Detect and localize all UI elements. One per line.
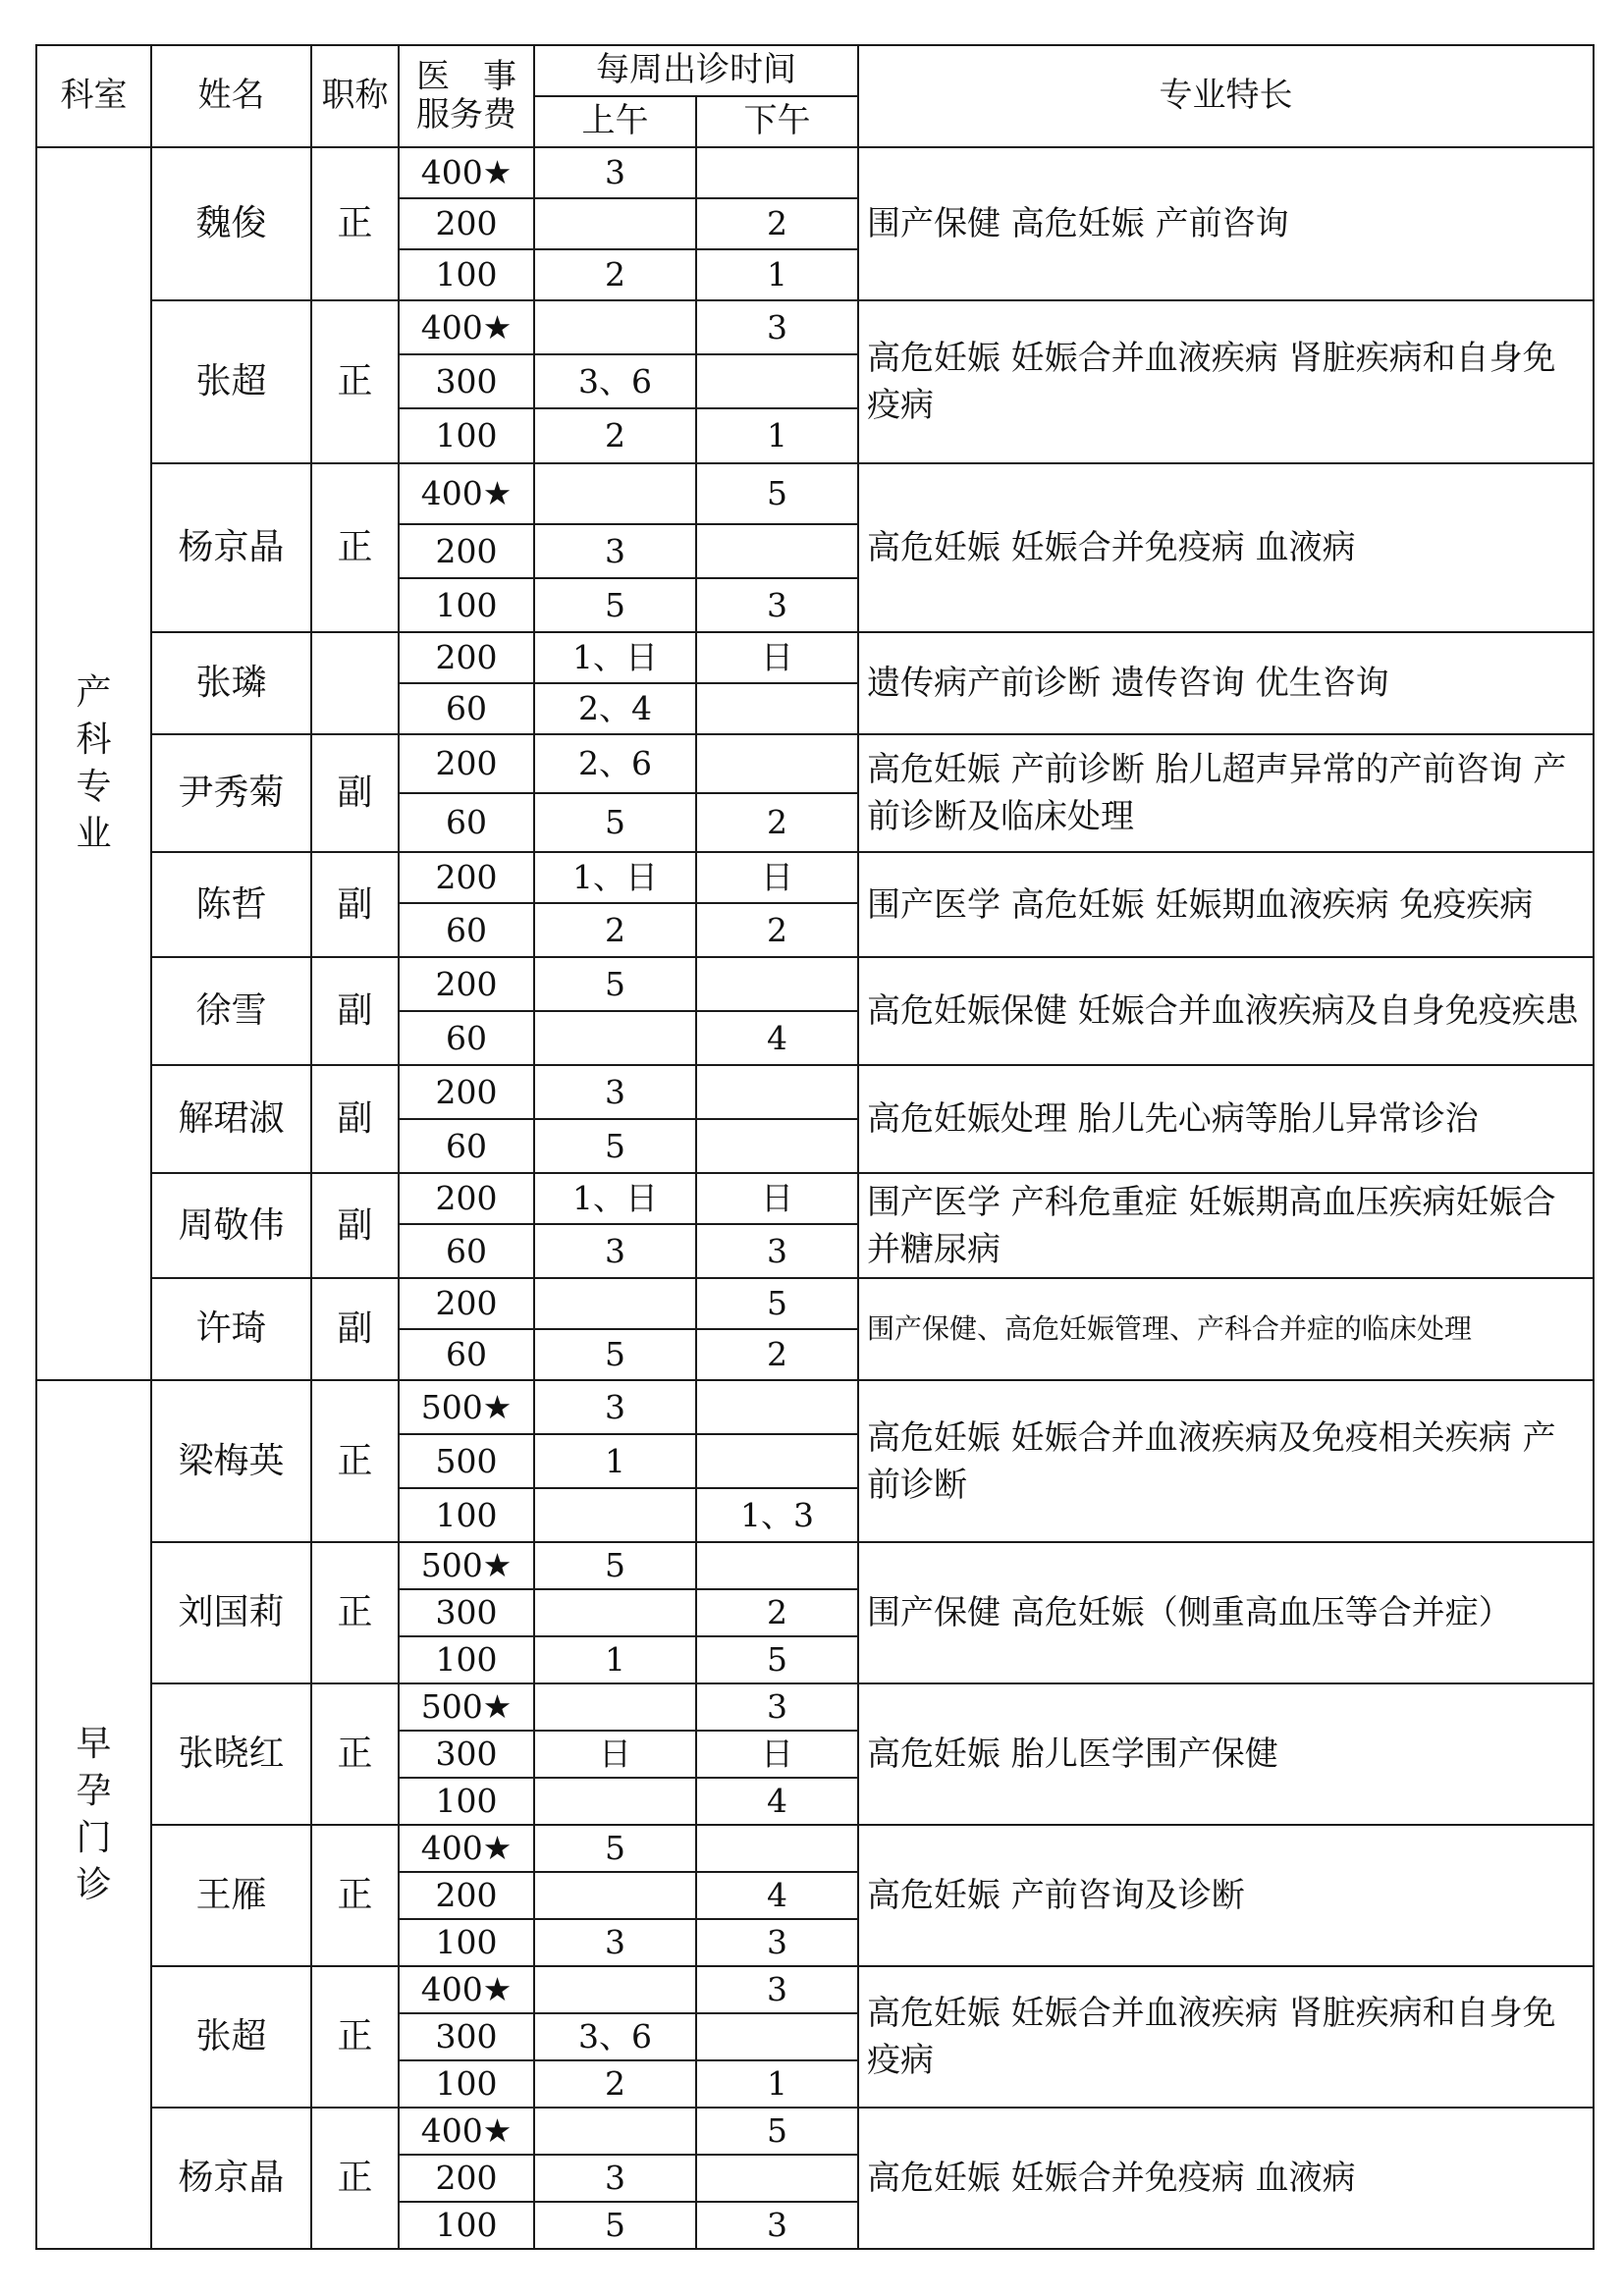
specialty-cell: 围产保健 高危妊娠（侧重高血压等合并症）	[858, 1542, 1594, 1683]
fee-cell: 500★	[399, 1683, 534, 1731]
fee-cell: 300	[399, 2013, 534, 2060]
pm-cell	[696, 2013, 858, 2060]
fee-cell: 60	[399, 1224, 534, 1278]
am-cell	[534, 1966, 696, 2013]
pm-cell	[696, 957, 858, 1011]
doctor-title: 副	[311, 852, 399, 957]
am-cell: 5	[534, 1119, 696, 1173]
fee-cell: 400★	[399, 2108, 534, 2155]
table-row	[36, 957, 1594, 1011]
fee-cell: 200	[399, 198, 534, 249]
specialty-cell: 高危妊娠 产前诊断 胎儿超声异常的产前咨询 产前诊断及临床处理	[858, 734, 1594, 852]
am-cell: 3	[534, 1919, 696, 1966]
specialty-cell: 高危妊娠 妊娠合并血液疾病及免疫相关疾病 产前诊断	[858, 1380, 1594, 1542]
pm-cell	[696, 734, 858, 793]
pm-cell	[696, 524, 858, 578]
doctor-title: 正	[311, 1683, 399, 1825]
doctor-name: 杨京晶	[151, 2108, 311, 2249]
pm-cell: 3	[696, 2202, 858, 2249]
pm-cell: 1	[696, 2060, 858, 2108]
doctor-name: 魏俊	[151, 147, 311, 300]
am-cell	[534, 2108, 696, 2155]
doctor-title	[311, 632, 399, 734]
am-cell	[534, 300, 696, 354]
doctor-title: 副	[311, 957, 399, 1065]
doctor-title: 正	[311, 2108, 399, 2249]
pm-cell: 日	[696, 1173, 858, 1224]
am-cell: 2	[534, 2060, 696, 2108]
am-cell: 2	[534, 408, 696, 463]
am-cell: 1	[534, 1636, 696, 1683]
doctor-name: 张超	[151, 1966, 311, 2108]
doctor-title: 副	[311, 1278, 399, 1380]
fee-cell: 100	[399, 578, 534, 632]
am-cell: 1、日	[534, 1173, 696, 1224]
pm-cell: 1	[696, 408, 858, 463]
header-dept: 科室	[36, 45, 151, 147]
am-cell	[534, 1683, 696, 1731]
doctor-name: 张超	[151, 300, 311, 463]
doctor-name: 杨京晶	[151, 463, 311, 632]
am-cell: 3、6	[534, 2013, 696, 2060]
header-name: 姓名	[151, 45, 311, 147]
pm-cell: 2	[696, 793, 858, 852]
pm-cell: 5	[696, 463, 858, 524]
table-row	[36, 300, 1594, 354]
pm-cell: 1、3	[696, 1488, 858, 1542]
fee-cell: 60	[399, 1329, 534, 1380]
specialty-cell: 围产医学 高危妊娠 妊娠期血液疾病 免疫疾病	[858, 852, 1594, 957]
header-specialty: 专业特长	[858, 45, 1594, 147]
pm-cell: 4	[696, 1778, 858, 1825]
am-cell	[534, 1011, 696, 1065]
fee-cell: 300	[399, 1589, 534, 1636]
fee-cell: 200	[399, 524, 534, 578]
pm-cell	[696, 1542, 858, 1589]
table-row	[36, 147, 1594, 198]
am-cell	[534, 198, 696, 249]
am-cell	[534, 1778, 696, 1825]
am-cell: 2	[534, 903, 696, 957]
doctor-title: 正	[311, 147, 399, 300]
schedule-page	[35, 44, 1593, 2250]
am-cell	[534, 1278, 696, 1329]
fee-cell: 300	[399, 1731, 534, 1778]
fee-cell: 100	[399, 408, 534, 463]
pm-cell: 5	[696, 1278, 858, 1329]
doctor-title: 正	[311, 1380, 399, 1542]
table-row	[36, 1278, 1594, 1329]
pm-cell: 2	[696, 1589, 858, 1636]
fee-cell: 400★	[399, 147, 534, 198]
specialty-cell: 遗传病产前诊断 遗传咨询 优生咨询	[858, 632, 1594, 734]
table-row	[36, 734, 1594, 793]
pm-cell	[696, 354, 858, 408]
header-title: 职称	[311, 45, 399, 147]
doctor-name: 陈哲	[151, 852, 311, 957]
dept-cell: 产科专业	[36, 147, 151, 1380]
specialty-cell: 高危妊娠处理 胎儿先心病等胎儿异常诊治	[858, 1065, 1594, 1173]
specialty-cell: 高危妊娠 妊娠合并免疫病 血液病	[858, 463, 1594, 632]
specialty-cell: 围产保健 高危妊娠 产前咨询	[858, 147, 1594, 300]
doctor-name: 徐雪	[151, 957, 311, 1065]
doctor-name: 周敬伟	[151, 1173, 311, 1278]
fee-cell: 100	[399, 1488, 534, 1542]
pm-cell: 5	[696, 2108, 858, 2155]
pm-cell: 3	[696, 1683, 858, 1731]
fee-cell: 500★	[399, 1380, 534, 1434]
pm-cell	[696, 1119, 858, 1173]
am-cell: 5	[534, 2202, 696, 2249]
am-cell: 3	[534, 1065, 696, 1119]
doctor-title: 正	[311, 1542, 399, 1683]
doctor-name: 刘国莉	[151, 1542, 311, 1683]
fee-cell: 100	[399, 1636, 534, 1683]
am-cell	[534, 1589, 696, 1636]
header-fee-line2: 服务费	[416, 95, 516, 134]
am-cell: 2、6	[534, 734, 696, 793]
doctor-title: 正	[311, 463, 399, 632]
doctor-title: 正	[311, 1966, 399, 2108]
fee-cell: 100	[399, 1778, 534, 1825]
doctor-name: 张晓红	[151, 1683, 311, 1825]
fee-cell: 400★	[399, 300, 534, 354]
am-cell: 3	[534, 524, 696, 578]
doctor-name: 梁梅英	[151, 1380, 311, 1542]
pm-cell: 2	[696, 903, 858, 957]
am-cell: 2、4	[534, 683, 696, 734]
doctor-title: 副	[311, 734, 399, 852]
fee-cell: 400★	[399, 1825, 534, 1872]
pm-cell	[696, 683, 858, 734]
am-cell: 1、日	[534, 632, 696, 683]
pm-cell: 日	[696, 852, 858, 903]
pm-cell	[696, 2155, 858, 2202]
fee-cell: 60	[399, 1119, 534, 1173]
fee-cell: 200	[399, 1173, 534, 1224]
doctor-name: 王雁	[151, 1825, 311, 1966]
specialty-cell: 高危妊娠 产前咨询及诊断	[858, 1825, 1594, 1966]
pm-cell: 4	[696, 1872, 858, 1919]
am-cell	[534, 1872, 696, 1919]
am-cell: 2	[534, 249, 696, 300]
am-cell: 3	[534, 1380, 696, 1434]
pm-cell: 4	[696, 1011, 858, 1065]
table-row	[36, 1825, 1594, 1872]
pm-cell: 日	[696, 1731, 858, 1778]
doctor-title: 副	[311, 1173, 399, 1278]
table-row	[36, 1065, 1594, 1119]
am-cell: 3	[534, 1224, 696, 1278]
am-cell: 日	[534, 1731, 696, 1778]
specialty-cell: 高危妊娠保健 妊娠合并血液疾病及自身免疫疾患	[858, 957, 1594, 1065]
specialty-cell: 高危妊娠 妊娠合并血液疾病 肾脏疾病和自身免疫病	[858, 1966, 1594, 2108]
pm-cell: 日	[696, 632, 858, 683]
am-cell: 5	[534, 793, 696, 852]
doctor-name: 尹秀菊	[151, 734, 311, 852]
am-cell: 5	[534, 578, 696, 632]
fee-cell: 400★	[399, 1966, 534, 2013]
doctor-title: 副	[311, 1065, 399, 1173]
doctor-name: 张璘	[151, 632, 311, 734]
header-fee	[399, 45, 534, 147]
dept-cell: 早孕门诊	[36, 1380, 151, 2249]
pm-cell: 1	[696, 249, 858, 300]
table-row	[36, 1683, 1594, 1731]
specialty-cell: 高危妊娠 胎儿医学围产保健	[858, 1683, 1594, 1825]
pm-cell	[696, 1380, 858, 1434]
table-row	[36, 632, 1594, 683]
table-row	[36, 1380, 1594, 1434]
am-cell: 3	[534, 147, 696, 198]
table-row	[36, 852, 1594, 903]
fee-cell: 200	[399, 632, 534, 683]
fee-cell: 200	[399, 1872, 534, 1919]
specialty-cell: 围产医学 产科危重症 妊娠期高血压疾病妊娠合并糖尿病	[858, 1173, 1594, 1278]
doctor-title: 正	[311, 300, 399, 463]
am-cell: 5	[534, 1329, 696, 1380]
table-row	[36, 1966, 1594, 2013]
doctor-name: 许琦	[151, 1278, 311, 1380]
fee-cell: 100	[399, 2202, 534, 2249]
table-row	[36, 1173, 1594, 1224]
pm-cell: 2	[696, 198, 858, 249]
pm-cell: 3	[696, 1224, 858, 1278]
fee-cell: 100	[399, 249, 534, 300]
am-cell: 1	[534, 1434, 696, 1488]
specialty-cell: 高危妊娠 妊娠合并血液疾病 肾脏疾病和自身免疫病	[858, 300, 1594, 463]
fee-cell: 60	[399, 683, 534, 734]
doctor-title: 正	[311, 1825, 399, 1966]
am-cell	[534, 463, 696, 524]
fee-cell: 200	[399, 852, 534, 903]
fee-cell: 60	[399, 793, 534, 852]
table-row	[36, 1542, 1594, 1589]
am-cell: 5	[534, 1825, 696, 1872]
pm-cell: 3	[696, 1966, 858, 2013]
pm-cell: 5	[696, 1636, 858, 1683]
fee-cell: 200	[399, 957, 534, 1011]
fee-cell: 60	[399, 903, 534, 957]
pm-cell	[696, 1065, 858, 1119]
fee-cell: 100	[399, 2060, 534, 2108]
am-cell	[534, 1488, 696, 1542]
pm-cell	[696, 1825, 858, 1872]
pm-cell: 3	[696, 300, 858, 354]
am-cell: 5	[534, 957, 696, 1011]
am-cell: 3	[534, 2155, 696, 2202]
fee-cell: 500★	[399, 1542, 534, 1589]
table-row	[36, 463, 1594, 524]
fee-cell: 100	[399, 1919, 534, 1966]
doctor-name: 解珺淑	[151, 1065, 311, 1173]
fee-cell: 300	[399, 354, 534, 408]
fee-cell: 200	[399, 1065, 534, 1119]
header-weekly-schedule: 每周出诊时间	[534, 45, 858, 96]
am-cell: 3、6	[534, 354, 696, 408]
fee-cell: 400★	[399, 463, 534, 524]
specialty-cell: 高危妊娠 妊娠合并免疫病 血液病	[858, 2108, 1594, 2249]
specialty-cell: 围产保健、高危妊娠管理、产科合并症的临床处理	[858, 1278, 1594, 1380]
pm-cell	[696, 1434, 858, 1488]
table-row	[36, 2108, 1594, 2155]
fee-cell: 200	[399, 734, 534, 793]
fee-cell: 200	[399, 2155, 534, 2202]
am-cell: 1、日	[534, 852, 696, 903]
fee-cell: 60	[399, 1011, 534, 1065]
clinic-schedule-table	[35, 44, 1595, 2250]
am-cell: 5	[534, 1542, 696, 1589]
pm-cell: 3	[696, 578, 858, 632]
pm-cell: 2	[696, 1329, 858, 1380]
fee-cell: 500	[399, 1434, 534, 1488]
pm-cell	[696, 147, 858, 198]
header-am: 上午	[534, 96, 696, 147]
fee-cell: 200	[399, 1278, 534, 1329]
header-fee-line1: 医 事	[416, 56, 516, 96]
header-pm: 下午	[696, 96, 858, 147]
pm-cell: 3	[696, 1919, 858, 1966]
